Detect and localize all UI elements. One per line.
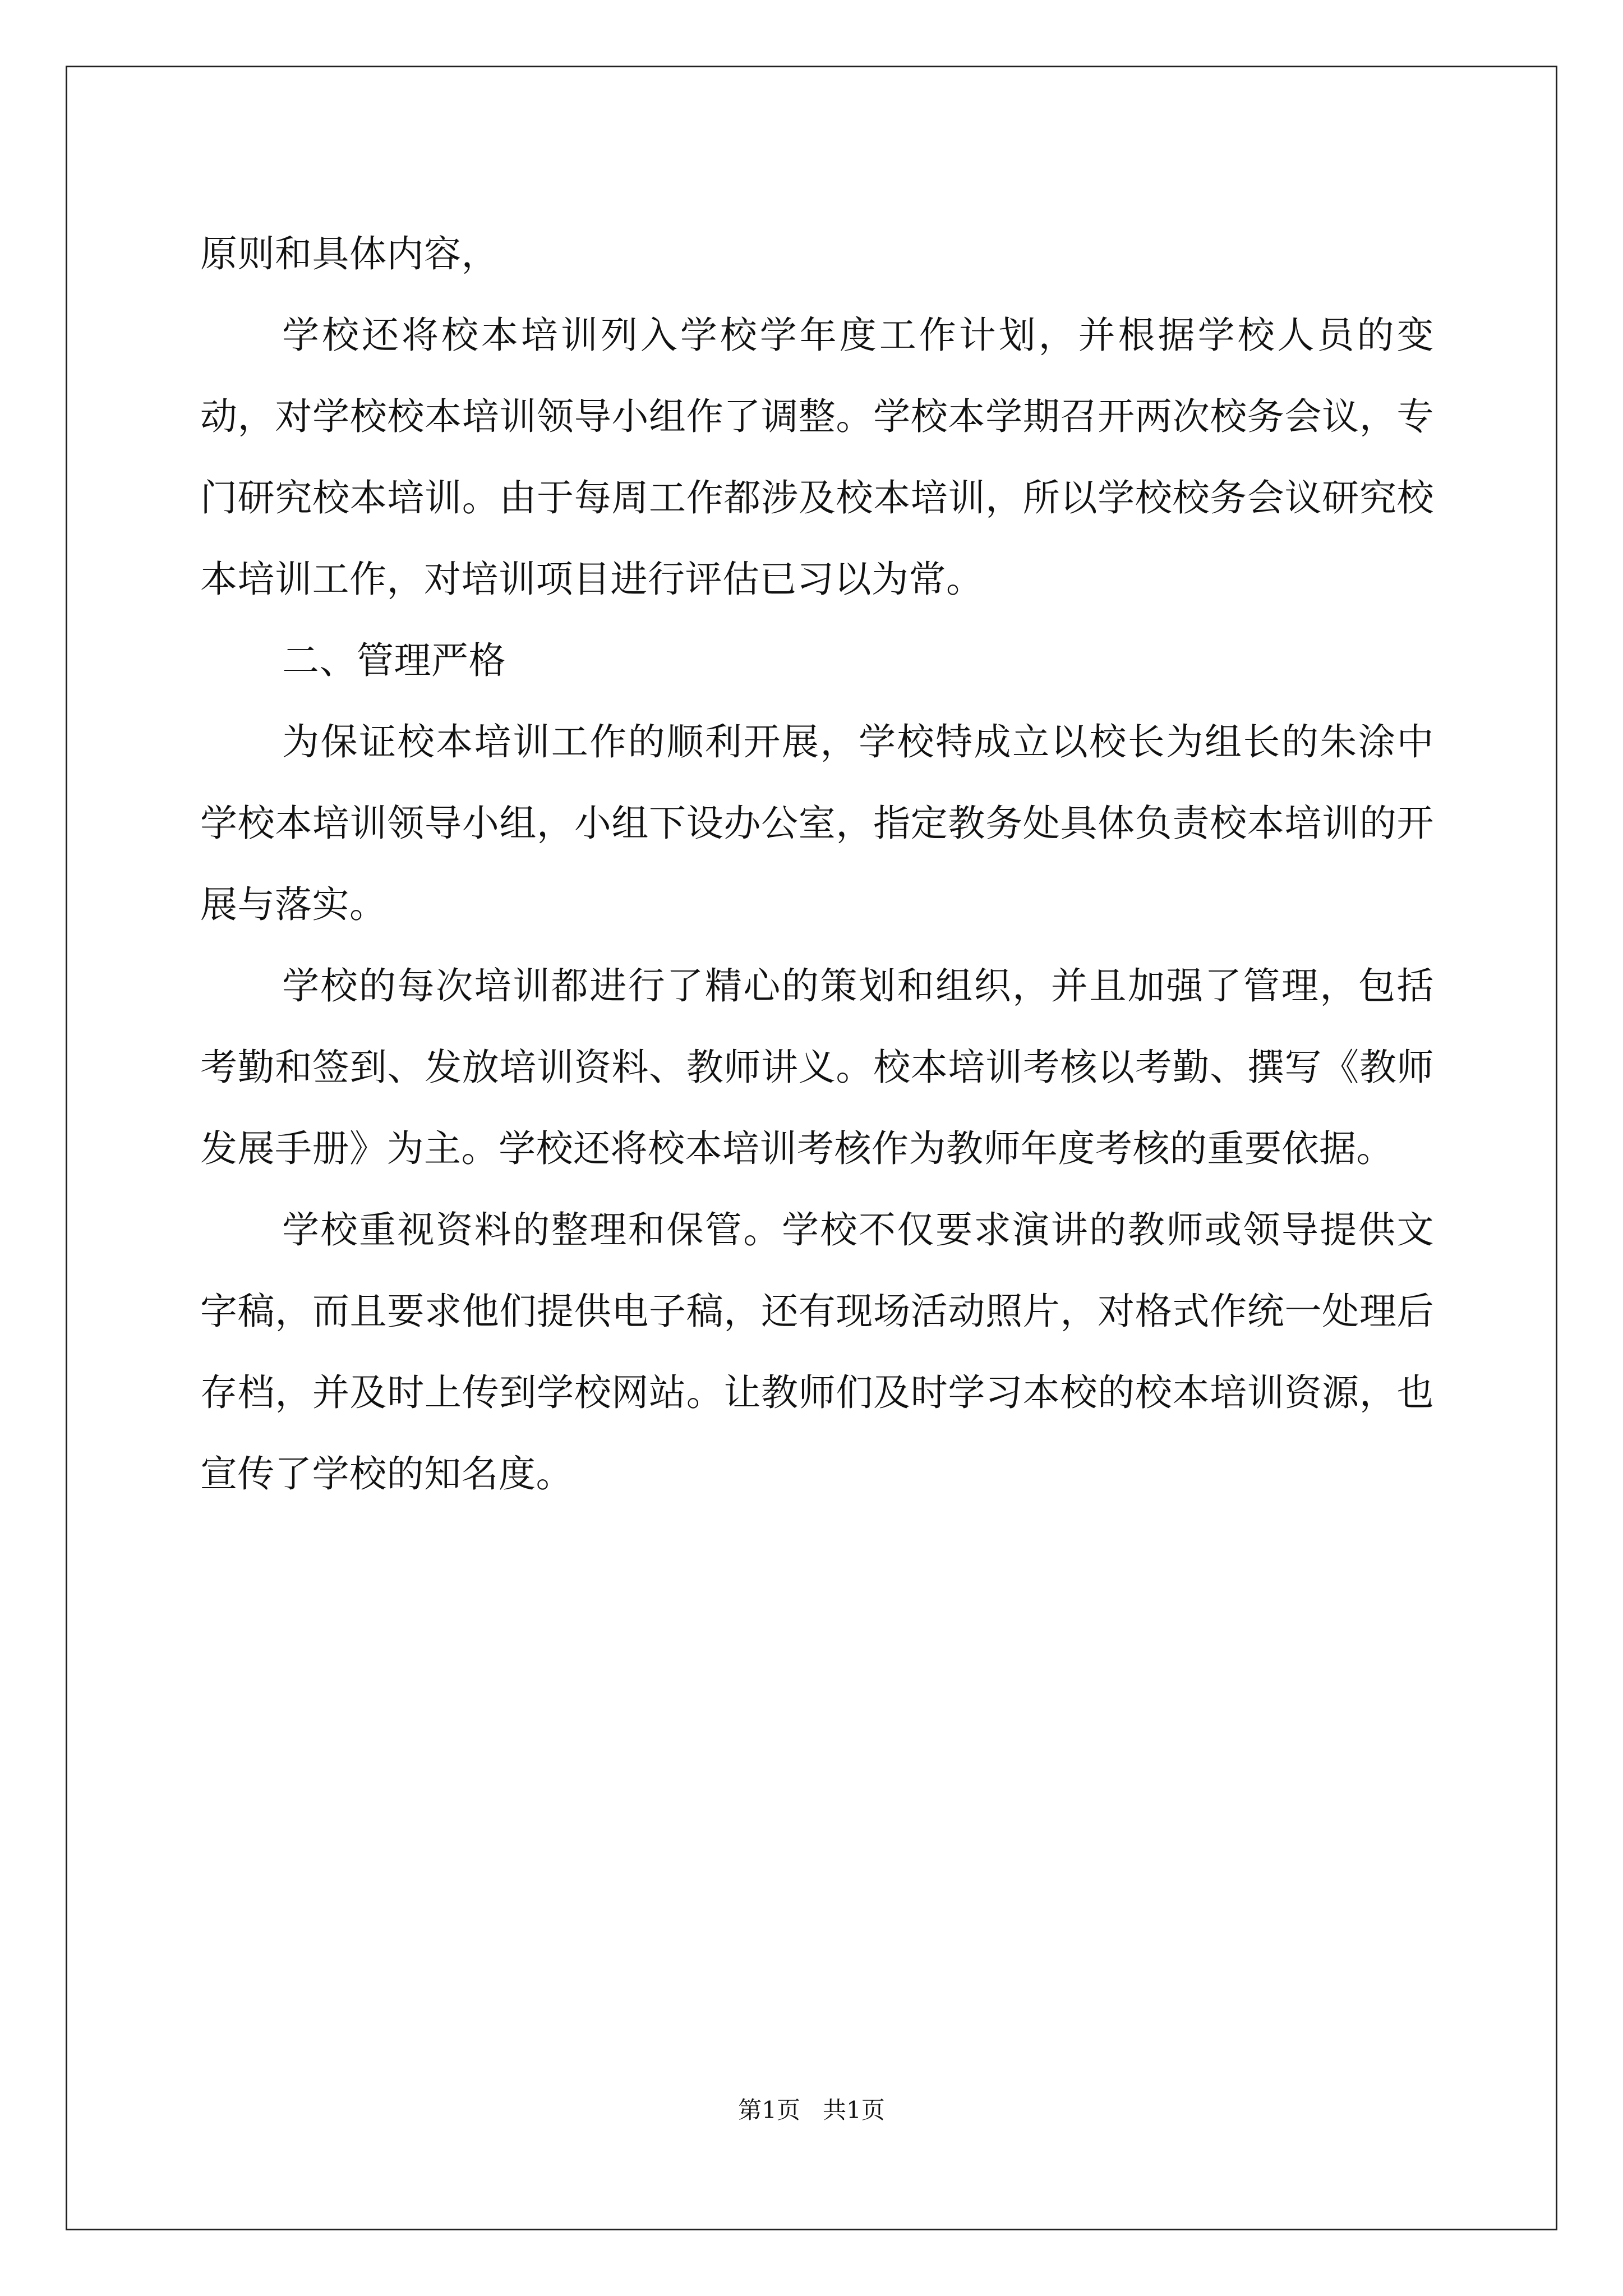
paragraph-5: 学校重视资料的整理和保管。学校不仅要求演讲的教师或领导提供文字稿，而且要求他们提供电子稿，还有现场活动照片，对格式作统一处理后存档，并及时上传到学校网站。让教师们及时学习本校的校本培训资源，也宣传了学校的知名度。 <box>200 1208 1434 1496</box>
paragraph-3: 为保证校本培训工作的顺利开展，学校特成立以校长为组长的朱涂中学校本培训领导小组，小组下设办公室，指定教务处具体负责校本培训的开展与落实。 <box>200 720 1434 926</box>
paragraph-2: 学校还将校本培训列入学校学年度工作计划，并根据学校人员的变动，对学校校本培训领导小组作了调整。学校本学期召开两次校务会议，专门研究校本培训。由于每周工作都涉及校本培训，所以学校校务会议研究校本培训工作，对培训项目进行评估已习以为常。 <box>200 314 1434 601</box>
paragraph-1: 原则和具体内容， <box>200 232 499 275</box>
page-total: 共1页 <box>823 2096 885 2124</box>
paragraph-4: 学校的每次培训都进行了精心的策划和组织，并且加强了管理，包括考勤和签到、发放培训资料、教师讲义。校本培训考核以考勤、撰写《教师发展手册》为主。学校还将校本培训考核作为教师年度考核的重要依据。 <box>200 964 1434 1170</box>
document-body <box>200 213 1434 1515</box>
page-footer <box>0 2093 1623 2127</box>
page-number: 第1页 <box>738 2096 800 2124</box>
section-heading: 二、管理严格 <box>282 639 506 682</box>
